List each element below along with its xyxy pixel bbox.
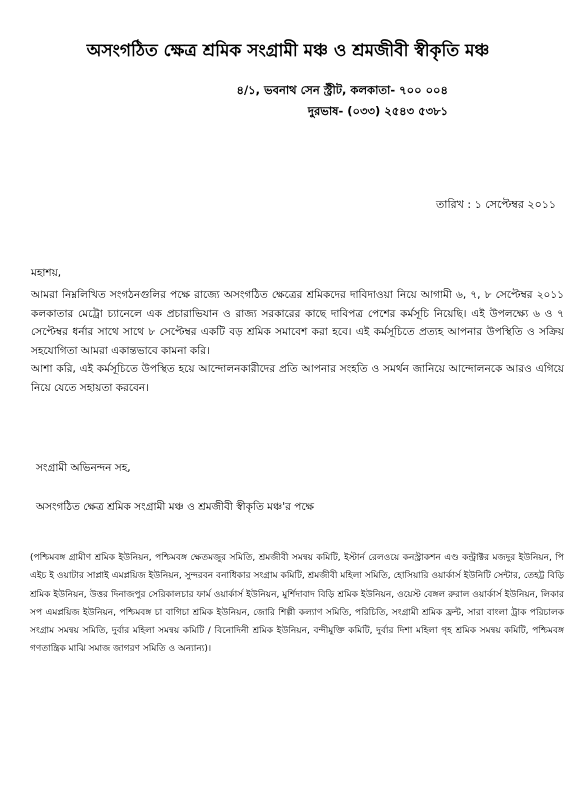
body-paragraph: আশা করি, এই কর্মসূচিতে উপস্থিত হয়ে আন্দোলনকারীদের প্রতি আপনার সংহতি ও সমর্থন জানিয়ে আন্দোলনকে আরও এগিয়ে নিয়ে যেতে সহায়তা করবেন। (31, 363, 564, 394)
letterhead-phone: দুরভাষ- (০৩৩) ২৫৪৩ ৫৩৮১ (307, 104, 448, 118)
letterhead-address: ৪/১, ভবনাথ সেন স্ট্রীট, কলকাতা- ৭০০ ০০৪ (236, 83, 448, 97)
salutation: মহাশয়, (31, 267, 62, 279)
signature-line: অসংগঠিত ক্ষেত্র শ্রমিক সংগ্রামী মঞ্চ ও শ্রমজীবী স্বীকৃতি মঞ্চ'র পক্ষে (36, 501, 315, 513)
closing-line: সংগ্রামী অভিনন্দন সহ, (36, 462, 131, 474)
letter-date: তারিখ : ১ সেপ্টেম্বর ২০১১ (436, 198, 556, 211)
body-paragraph: আমরা নিম্নলিখিত সংগঠনগুলির পক্ষে রাজ্যে অসংগঠিত ক্ষেত্রের শ্রমিকদের দাবিদাওয়া নিয়ে আগামী ৬, ৭, ৮ সেপ্টেম্বর ২০১১ কলকাতার মেট্রো চ্যানেলে এক প্রচারাভিযান ও রাজ্য সরকারের কাছে দাবিপত্র পেশের কর্মসূচি নিয়েছি। এই উপলক্ষ্যে ৬ ও ৭ সেপ্টেম্বর ধর্নার সাথে সাথে ৮ সেপ্টেম্বর একটি বড় শ্রমিক সমাবেশ করা হবে। এই কর্মসূচিতে প্রত্যহ আপনার উপস্থিতি ও সক্রিয় সহযোগিতা আমরা একান্তভাবে কামনা করি। (31, 289, 564, 357)
letterhead-title: অসংগঠিত ক্ষেত্র শ্রমিক সংগ্রামী মঞ্চ ও শ্রমজীবী স্বীকৃতি মঞ্চ (86, 41, 490, 61)
organizations-list: (পশ্চিমবঙ্গ গ্রামীণ শ্রমিক ইউনিয়ন, পশ্চিমবঙ্গ ক্ষেতমজুর সমিতি, শ্রমজীবী সমন্বয় কমিটি, ইস্টার্ন রেলওয়ে কনস্ট্রাকশন এণ্ড কন্ট্রাক্টর মজদুর ইউনিয়ন, পি এইচ ই ওয়াটার সাপ্লাই এমপ্লয়িজ ইউনিয়ন, সুন্দরবন বনাধিকার সংগ্রাম কমিটি, শ্রমজীবী মহিলা সমিতি, হোসিয়ারি ওয়ার্কার্স ইউনিটি সেন্টার, তেহট্ট বিড়ি শ্রমিক ইউনিয়ন, উত্তর দিনাজপুর সেরিকালচার ফার্ম ওয়ার্কার্স ইউনিয়ন, মুর্শিদাবাদ বিড়ি শ্রমিক ইউনিয়ন, ওয়েস্ট বেঙ্গল রুরাল ওয়ার্কার্স ইউনিয়ন, লিকার সপ এমপ্লয়িজ ইউনিয়ন, পশ্চিমবঙ্গ চা বাগিচা শ্রমিক ইউনিয়ন, জোরি শিল্পী কল্যাণ সমিতি, পরিচিতি, সংগ্রামী শ্রমিক ফ্রন্ট, সারা বাংলা ট্রাক পরিচালক সংগ্রাম সমন্বয় সমিতি, দুর্বার মহিলা সমন্বয় কমিটি / বিনোদিনী শ্রমিক ইউনিয়ন, বন্দীমুক্তি কমিটি, দুর্বার দিশা মহিলা গৃহ শ্রমিক সমন্বয় কমিটি, পশ্চিমবঙ্গ গণতান্ত্রিক মাঝি সমাজ জাগরণ সমিতি ও অন্যান্য)। (30, 553, 564, 655)
letter-body (31, 286, 564, 398)
